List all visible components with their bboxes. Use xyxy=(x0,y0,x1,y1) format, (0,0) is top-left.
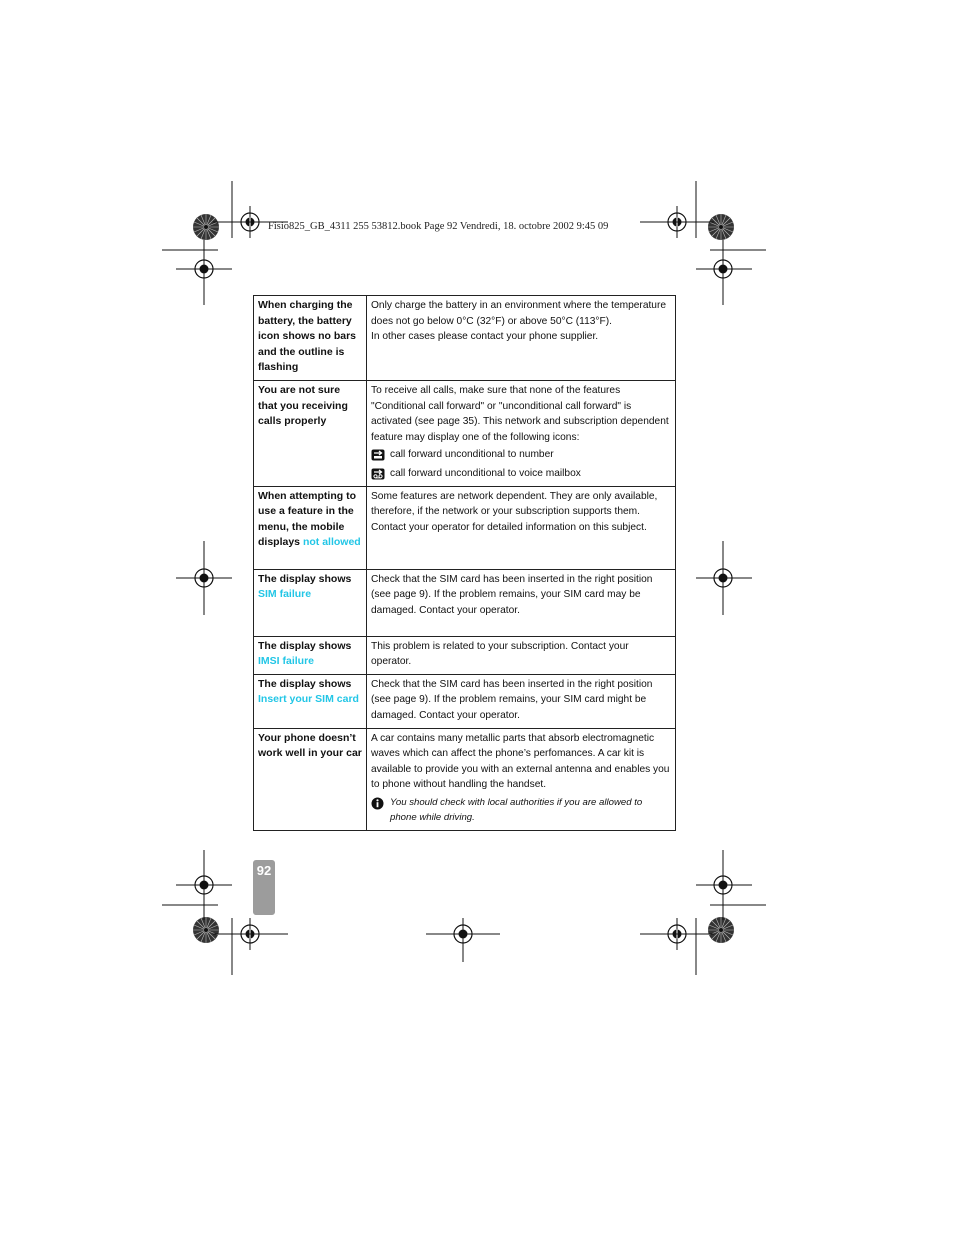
troubleshooting-table xyxy=(253,295,676,831)
list-item xyxy=(371,447,671,463)
answer-cell: Some features are network dependent. They are only available, therefore, if the network or your subscription supports them. Contact your operator for detailed information on this subject. xyxy=(367,486,676,569)
driving-note xyxy=(371,795,671,825)
question-text: The display shows xyxy=(258,639,352,652)
question-cell xyxy=(254,636,367,674)
table-row xyxy=(254,728,676,830)
table-row xyxy=(254,674,676,728)
list-item xyxy=(371,466,671,482)
question-cell: Your phone doesn’t work well in your car xyxy=(254,728,367,830)
question-cell xyxy=(254,486,367,569)
answer-text: A car contains many metallic parts that absorb electromagnetic waves which can affect the phone’s perfomances. A car kit is available to provide you with an external antenna and enables you to phone without handling the handset. xyxy=(371,732,670,791)
display-message: Insert your SIM card xyxy=(258,693,359,706)
icon-label: call forward unconditional to voice mailbox xyxy=(390,467,581,479)
call-forward-number-icon xyxy=(371,449,385,461)
display-message: not allowed xyxy=(302,536,361,549)
answer-text: In other cases please contact your phone supplier. xyxy=(371,331,599,343)
question-text: When attempting to use a feature in the menu, the mobile displays xyxy=(258,489,356,549)
answer-cell xyxy=(367,380,676,486)
table-row xyxy=(254,569,676,636)
answer-cell: Check that the SIM card has been inserted in the right position (see page 9). If the problem remains, your SIM card might be damaged. Contact your operator. xyxy=(367,674,676,728)
answer-cell: This problem is related to your subscription. Contact your operator. xyxy=(367,636,676,674)
answer-cell xyxy=(367,296,676,381)
book-header-info: Fisio825_GB_4311 255 53812.book Page 92 Vendredi, 18. octobre 2002 9:45 09 xyxy=(268,221,609,232)
answer-text: Only charge the battery in an environment where the temperature does not go below 0°C (32°F) or above 50°C (113°F). xyxy=(371,300,667,327)
question-cell: When charging the battery, the battery icon shows no bars and the outline is flashing xyxy=(254,296,367,381)
answer-cell: Check that the SIM card has been inserted in the right position (see page 9). If the problem remains, your SIM card may be damaged. Contact your operator. xyxy=(367,569,676,636)
question-text: The display shows xyxy=(258,677,352,690)
display-message: IMSI failure xyxy=(258,655,315,668)
question-cell xyxy=(254,674,367,728)
question-text: The display shows xyxy=(258,572,352,585)
table-row xyxy=(254,486,676,569)
display-message: SIM failure xyxy=(258,588,312,601)
question-cell: You are not sure that you receiving calls properly xyxy=(254,380,367,486)
table-row xyxy=(254,380,676,486)
icon-label: call forward unconditional to number xyxy=(390,449,554,461)
note-text: You should check with local authorities if you are allowed to phone while driving. xyxy=(390,796,643,823)
table-row xyxy=(254,636,676,674)
call-forward-voicemail-icon xyxy=(371,468,385,480)
page-number-tab: 92 xyxy=(253,860,275,915)
answer-text: To receive all calls, make sure that none of the features "Conditional call forward" or "unconditional call forward" is activated (see page 35). This network and subscription dependent feature may display one of the following icons: xyxy=(371,384,669,443)
question-cell xyxy=(254,569,367,636)
answer-cell xyxy=(367,728,676,830)
table-row xyxy=(254,296,676,381)
warning-icon xyxy=(371,797,384,810)
